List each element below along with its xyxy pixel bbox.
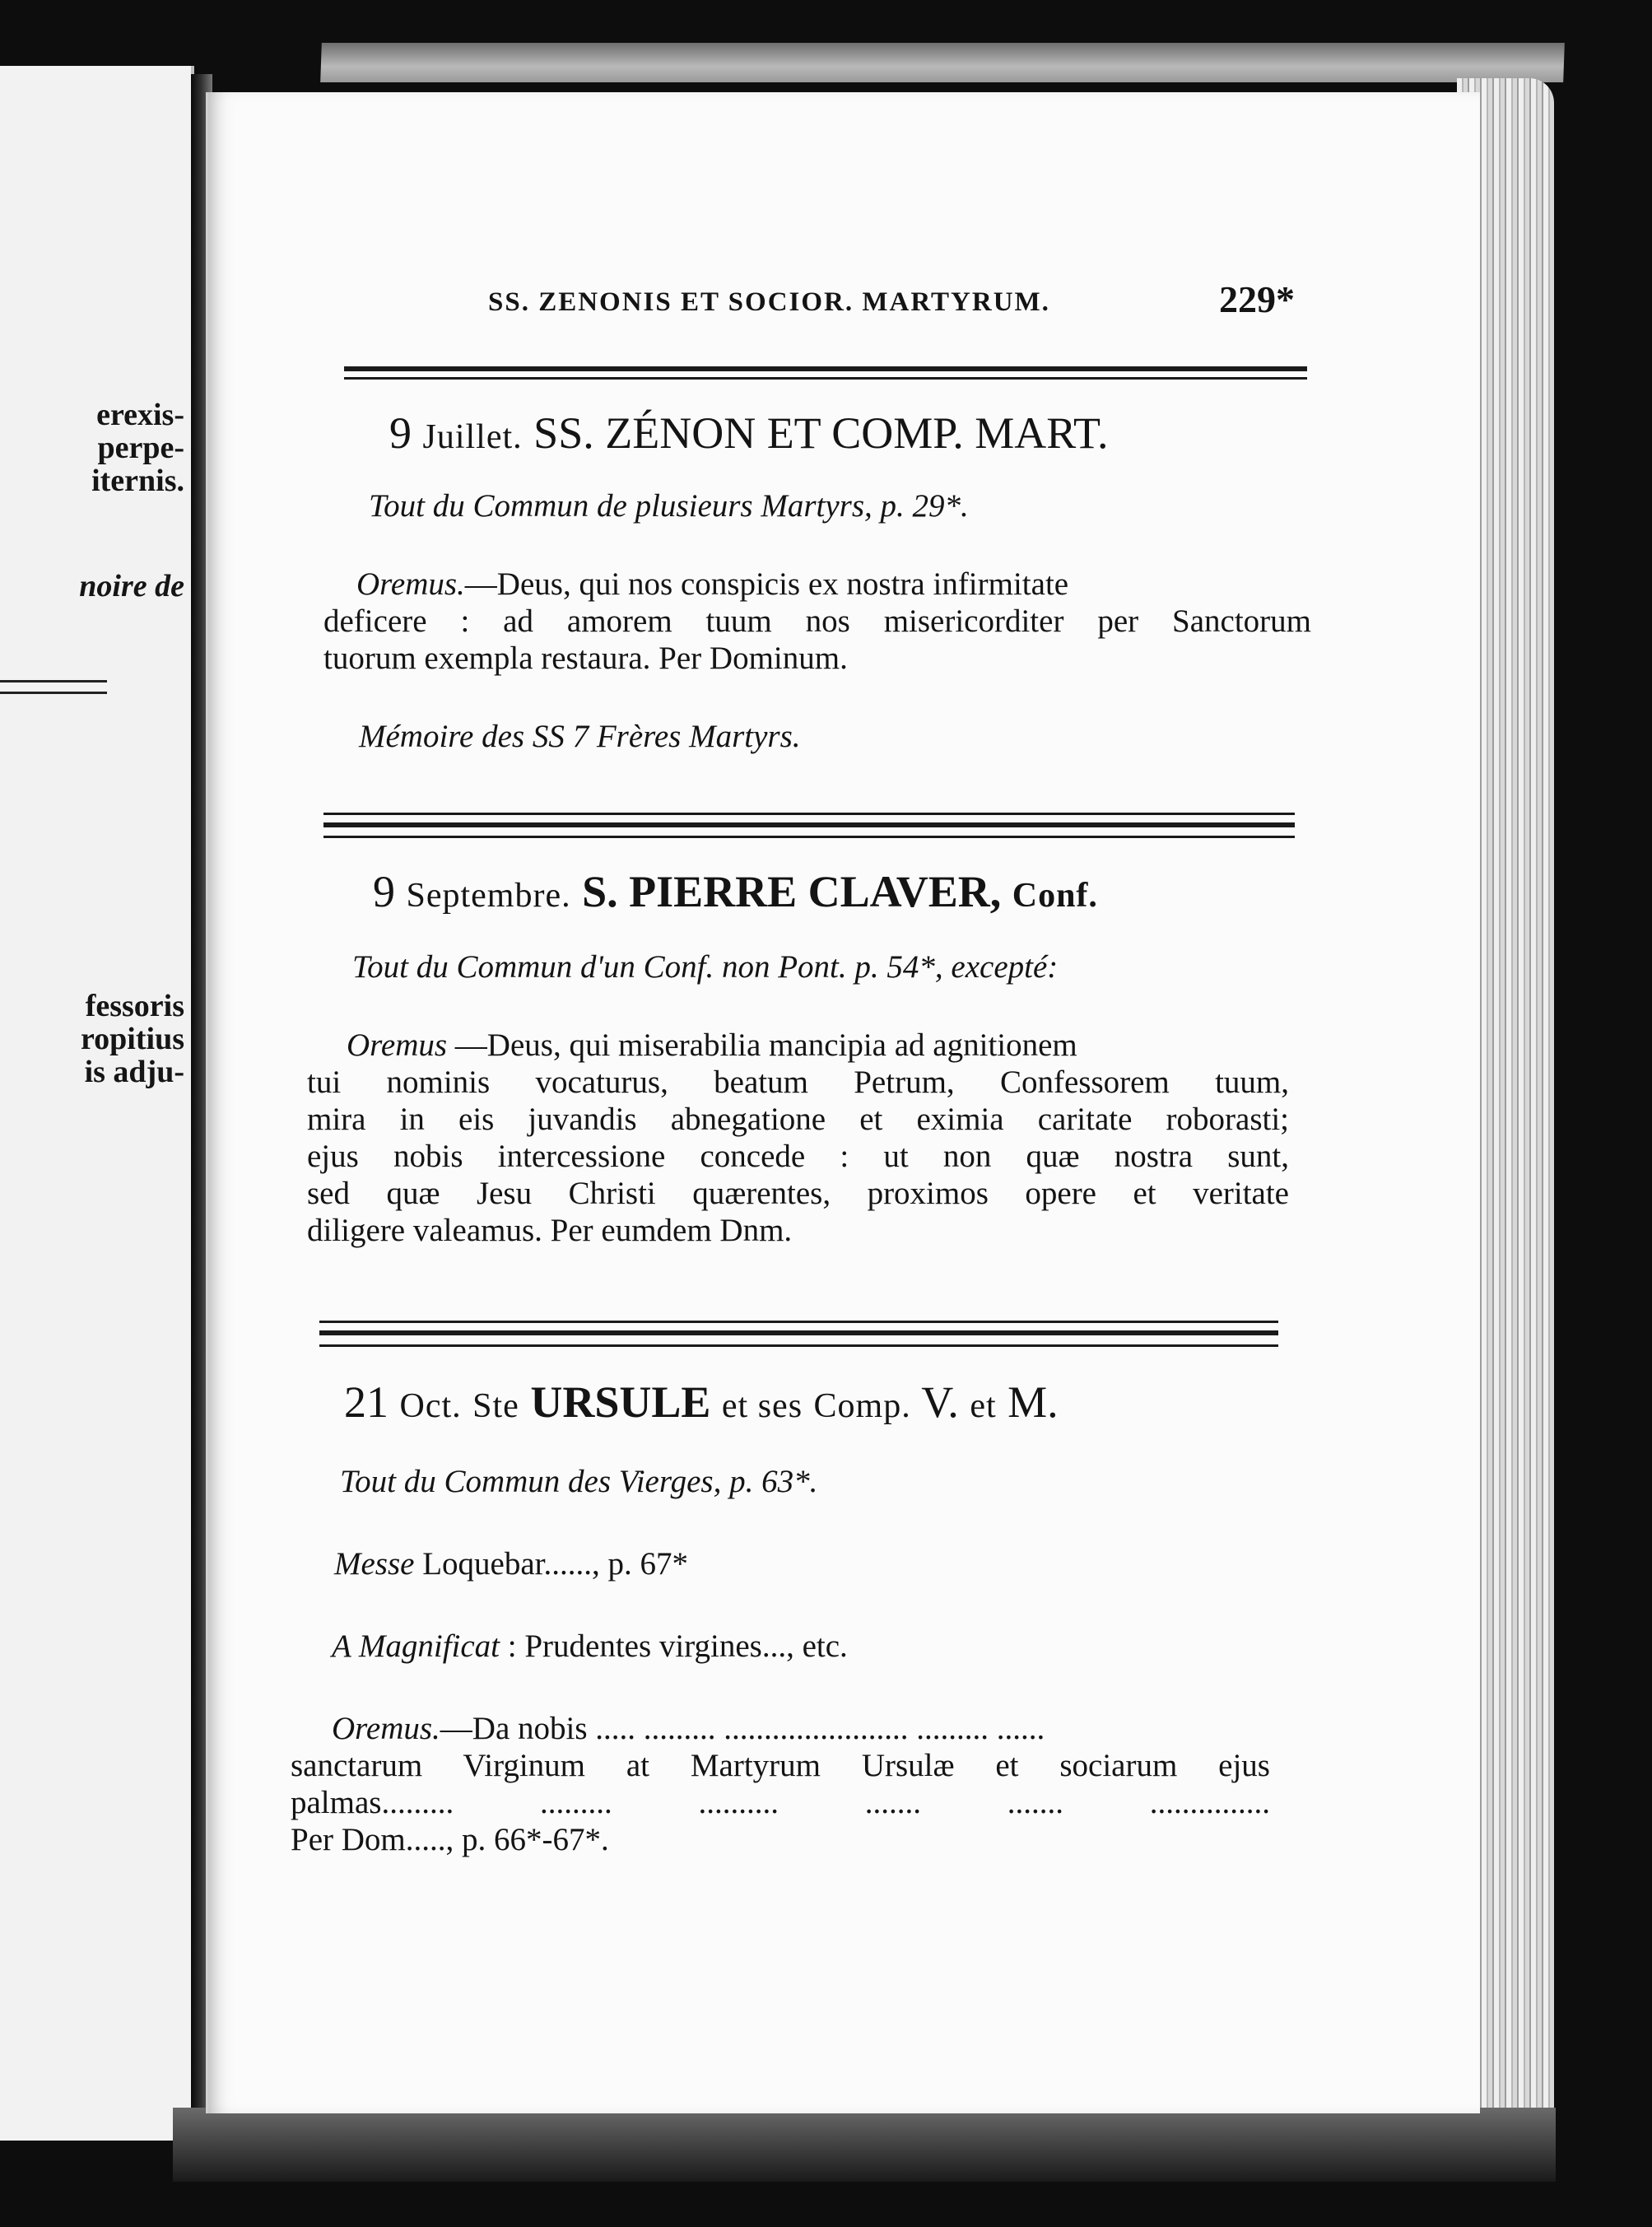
section-rule	[323, 813, 1295, 815]
prayer-line	[347, 1027, 1289, 1064]
rubric: Tout du Commun des Vierges, p. 63*.	[340, 1464, 818, 1499]
messe-line	[334, 1545, 688, 1582]
left-page-line: is adju-	[84, 1055, 184, 1089]
prayer-text: —Deus, qui miserabilia mancipia ad agnitionem	[454, 1027, 1077, 1063]
date-month: Septembre.	[406, 877, 571, 915]
prayer-line: palmas......... ......... .......... ....... ....... ...............	[291, 1785, 1270, 1820]
page-number: 229*	[1219, 278, 1295, 320]
title-v: V.	[921, 1377, 959, 1427]
magnificat-line	[332, 1628, 848, 1665]
messe-label: Messe	[334, 1546, 415, 1582]
section-title	[373, 866, 1098, 917]
messe-text: Loquebar......, p. 67*	[422, 1546, 688, 1582]
section-rule	[319, 1321, 1278, 1323]
prayer-label: Oremus.	[356, 566, 465, 602]
prayer-line: tui nominis vocaturus, beatum Petrum, Confessorem tuum,	[307, 1065, 1289, 1100]
feast-name: SS. ZÉNON ET COMP. MART.	[533, 408, 1109, 458]
title-et: et ses	[721, 1387, 803, 1425]
rubric: Tout du Commun d'un Conf. non Pont. p. 54*, excepté:	[352, 949, 1059, 985]
prayer-line: tuorum exempla restaura. Per Dominum.	[323, 641, 848, 676]
prayer-line: Per Dom....., p. 66*-67*.	[291, 1822, 609, 1857]
title-comp: Comp.	[813, 1387, 911, 1425]
left-page-line: ropitius	[80, 1022, 184, 1056]
book-top-edge	[320, 43, 1565, 82]
date-number: 9	[389, 408, 412, 458]
left-page-line: iternis.	[91, 464, 184, 498]
left-page-rule	[0, 692, 107, 694]
bottom-shadow	[173, 2108, 1556, 2182]
title-ste: Ste	[472, 1387, 519, 1425]
right-page	[206, 92, 1480, 2113]
section-rule	[323, 822, 1295, 827]
prayer-line: ejus nobis intercessione concede : ut non quæ nostra sunt,	[307, 1139, 1289, 1174]
date-month: Oct.	[399, 1387, 462, 1425]
prayer-line	[332, 1710, 1045, 1747]
section-title	[389, 408, 1109, 459]
left-page-line: fessoris	[85, 989, 184, 1023]
left-page-fragment	[0, 66, 194, 2141]
running-title: SS. ZENONIS ET SOCIOR. MARTYRUM.	[488, 287, 1050, 317]
left-page-rule	[0, 680, 107, 683]
section-rule	[319, 1330, 1278, 1335]
prayer-text: —Da nobis ..... ......... ....................... ......... ......	[440, 1711, 1045, 1746]
feast-name: URSULE	[530, 1377, 711, 1427]
left-page-line: noire de	[79, 569, 184, 603]
magnificat-label: A Magnificat	[332, 1628, 500, 1664]
prayer-line: sed quæ Jesu Christi quærentes, proximos opere et veritate	[307, 1176, 1289, 1211]
prayer-text: —Deus, qui nos conspicis ex nostra infirmitate	[464, 566, 1069, 602]
prayer-line	[356, 566, 1311, 603]
date-number: 9	[373, 867, 395, 916]
rubric: Tout du Commun de plusieurs Martyrs, p. 29*.	[369, 488, 969, 524]
section-rule	[319, 1344, 1278, 1347]
date-number: 21	[344, 1377, 389, 1427]
magnificat-text: : Prudentes virgines..., etc.	[507, 1628, 848, 1664]
section-title	[344, 1377, 1059, 1428]
memoire: Mémoire des SS 7 Frères Martyrs.	[359, 719, 801, 754]
header-rule	[344, 366, 1307, 371]
prayer-label: Oremus	[347, 1027, 448, 1063]
feast-rank: Conf.	[1012, 877, 1098, 915]
header-rule	[344, 377, 1307, 380]
prayer-label: Oremus.	[332, 1711, 440, 1746]
feast-name: S. PIERRE CLAVER,	[582, 867, 1002, 916]
left-page-line: perpe-	[97, 431, 184, 465]
title-m: M.	[1007, 1377, 1059, 1427]
prayer-line: diligere valeamus. Per eumdem Dnm.	[307, 1213, 793, 1248]
title-et2: et	[970, 1387, 997, 1425]
prayer-line: sanctarum Virginum at Martyrum Ursulæ et sociarum ejus	[291, 1748, 1270, 1783]
section-rule	[323, 836, 1295, 838]
prayer-line: mira in eis juvandis abnegatione et eximia caritate roborasti;	[307, 1102, 1289, 1137]
date-month: Juillet.	[422, 418, 523, 456]
prayer-line: deficere : ad amorem tuum nos misericorditer per Sanctorum	[323, 603, 1311, 639]
left-page-line: erexis-	[96, 398, 184, 432]
